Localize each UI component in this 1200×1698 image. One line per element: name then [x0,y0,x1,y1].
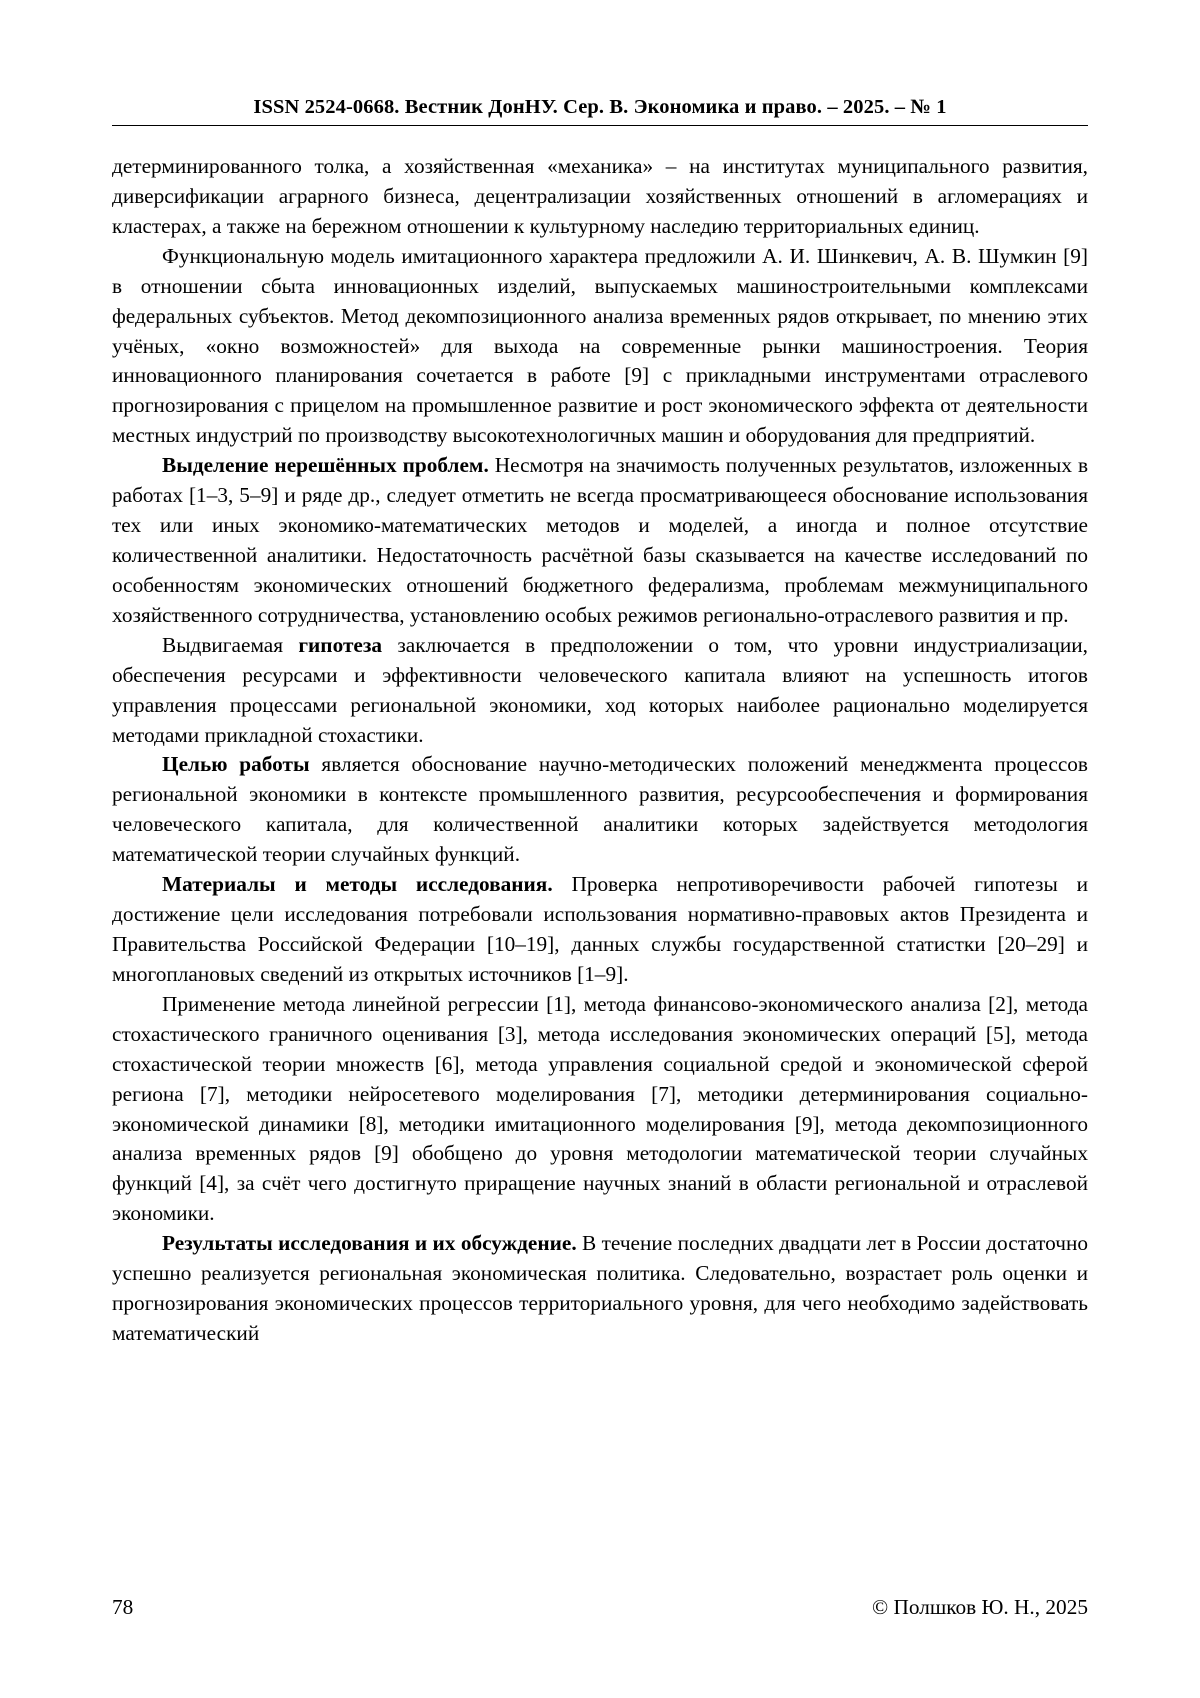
paragraph [112,152,1088,242]
paragraph-lead-bold: гипотеза [298,632,383,657]
paragraph [112,631,1088,751]
paragraph [112,451,1088,631]
copyright-notice: © Полшков Ю. Н., 2025 [871,1595,1088,1619]
paragraph-lead-bold: Выделение нерешённых проблем. [162,453,489,478]
paragraph-lead-bold: Материалы и методы исследования. [162,872,553,897]
paragraph-text: Проверка непротиворечивости рабочей гипотезы и достижение цели исследования потребовали использования нормативно-правовых актов Президента и Правительства Российской Федерации [10–19], данных службы государственной статистки [20–29] и многоплановых сведений из открытых источников [1–9]. [112,872,1088,986]
article-body [112,152,1088,1349]
page-number: 78 [112,1595,134,1619]
paragraph-lead-bold: Целью работы [162,752,310,777]
paragraph [112,870,1088,990]
paragraph-text: Выдвигаемая [162,632,299,657]
paragraph-text: В течение последних двадцати лет в России достаточно успешно реализуется региональная экономическая политика. Следовательно, возрастает роль оценки и прогнозирования экономических процессов территориального уровня, для чего необходимо задействовать математический [112,1231,1088,1345]
running-head: ISSN 2524-0668. Вестник ДонНУ. Сер. В. Экономика и право. – 2025. – № 1 [253,96,947,118]
paragraph [112,990,1088,1229]
paragraph [112,1229,1088,1349]
header-divider [112,125,1088,126]
paragraph-text: детерминированного толка, а хозяйственная «механика» – на институтах муниципального развития, диверсификации аграрного бизнеса, децентрализации хозяйственных отношений в агломерациях и кластерах, а также на бережном отношении к культурному наследию территориальных единиц. [112,154,1088,238]
paragraph-text: Функциональную модель имитационного характера предложили А. И. Шинкевич, А. В. Шумкин [9] в отношении сбыта инновационных изделий, выпускаемых машиностроительными комплексами федеральных субъектов. Метод декомпозиционного анализа временных рядов открывает, по мнению этих учёных, «окно возможностей» для выхода на современные рынки машиностроения. Теория инновационного планирования сочетается в работе [9] с прикладными инструментами отраслевого прогнозирования с прицелом на промышленное развитие и рост экономического эффекта от деятельности местных индустрий по производству высокотехнологичных машин и оборудования для предприятий. [112,243,1088,448]
paragraph-lead-bold: Результаты исследования и их обсуждение. [162,1231,577,1256]
paragraph-text: Применение метода линейной регрессии [1], метода финансово-экономического анализа [2], метода стохастического граничного оценивания [3], метода исследования экономических операций [5], метода стохастической теории множеств [6], метода управления социальной средой и экономической сферой региона [7], методики нейросетевого моделирования [7], методики детерминирования социально-экономической динамики [8], методики имитационного моделирования [9], метода декомпозиционного анализа временных рядов [9] обобщено до уровня методологии математической теории случайных функций [4], за счёт чего достигнуто приращение научных знаний в области региональной и отраслевой экономики. [112,991,1088,1226]
paragraph [112,750,1088,870]
paragraph [112,242,1088,451]
paragraph-text: Несмотря на значимость полученных результатов, изложенных в работах [1–3, 5–9] и ряде др., следует отметить не всегда просматривающееся обоснование использования тех или иных экономико-математических методов и моделей, а иногда и полное отсутствие количественной аналитики. Недостаточность расчётной базы сказывается на качестве исследований по особенностям экономических отношений бюджетного федерализма, проблемам межмуниципального хозяйственного сотрудничества, установлению особых режимов регионально-отраслевого развития и пр. [112,453,1088,627]
page-footer [112,1595,1088,1620]
paragraph-text: заключается в предположении о том, что уровни индустриализации, обеспечения ресурсами и эффективности человеческого капитала влияют на успешность итогов управления процессами региональной экономики, ход которых наиболее рационально моделируется методами прикладной стохастики. [112,632,1088,747]
paragraph-text: является обоснование научно-методических положений менеджмента процессов региональной экономики в контексте промышленного развития, ресурсообеспечения и формирования человеческого капитала, для количественной аналитики которых задействуется методология математической теории случайных функций. [112,752,1088,867]
